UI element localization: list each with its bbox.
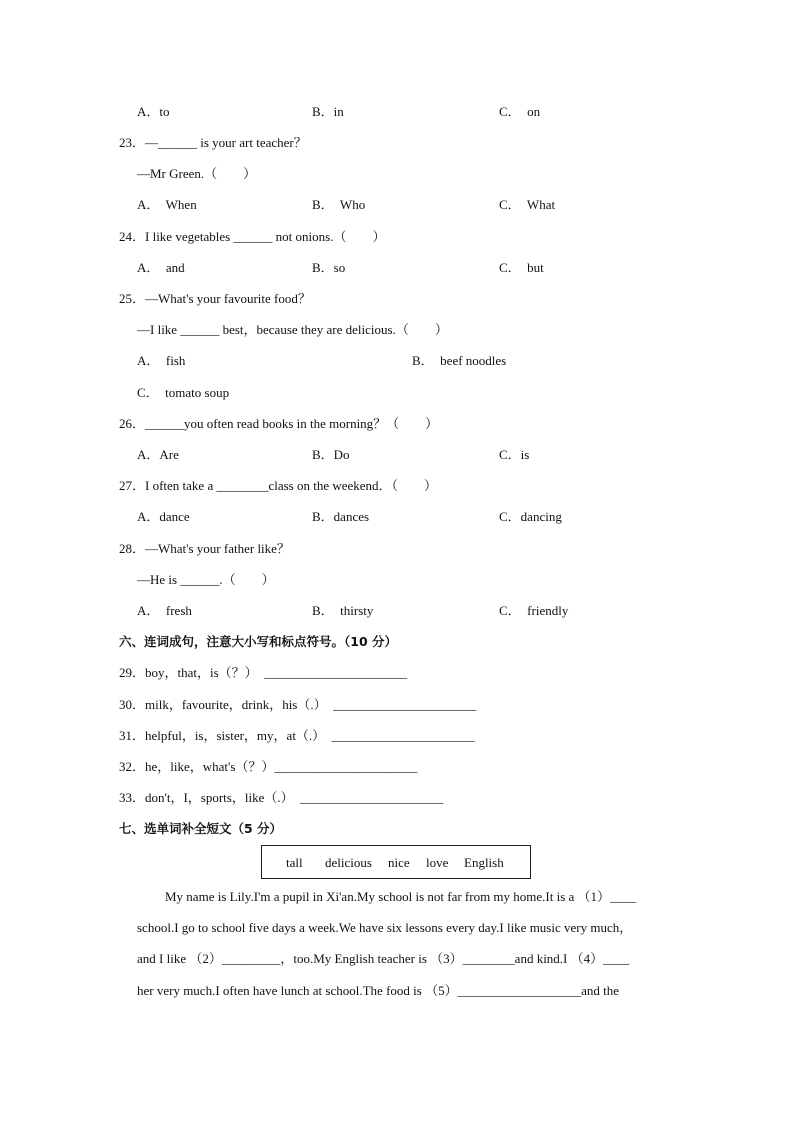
q23-option-b: B． Who <box>312 197 366 212</box>
q30-item: 30．milk，favourite，drink，his（.） ______________________ <box>119 697 477 712</box>
q25-option-b: B． beef noodles <box>412 353 507 368</box>
passage-line-3: and I like （2）_________，too.My English teacher is （3）________and kind.I （4）____ <box>137 951 630 966</box>
q24-option-a: A． and <box>137 260 185 275</box>
word-bank-item: delicious <box>325 855 372 870</box>
q25-stem: 25．—What's your favourite food？ <box>119 291 311 306</box>
q27-option-b: B．dances <box>312 509 370 524</box>
q32-item: 32．he，like，what's（？）______________________ <box>119 759 418 774</box>
q28-stem: 28．—What's your father like？ <box>119 541 290 556</box>
q25-answer-line: —I like ______ best，because they are delicious.（ ） <box>137 322 448 337</box>
q33-item: 33．don't，I，sports，like（.） ______________________ <box>119 790 444 805</box>
q22-option-a: A．to <box>137 104 170 119</box>
q27-option-c: C．dancing <box>499 509 562 524</box>
q23-stem: 23．—______ is your art teacher？ <box>119 135 307 150</box>
q22-option-b: B．in <box>312 104 344 119</box>
q25-option-a: A． fish <box>137 353 186 368</box>
q27-stem: 27．I often take a ________class on the weekend．（ ） <box>119 478 438 493</box>
word-bank-item: English <box>464 855 504 870</box>
word-bank-item: nice <box>388 855 410 870</box>
q25-option-c: C． tomato soup <box>137 385 230 400</box>
q31-item: 31．helpful，is，sister，my，at（.） ______________________ <box>119 728 475 743</box>
passage-line-4: her very much.I often have lunch at school.The food is （5）___________________and the <box>137 983 619 998</box>
word-bank-item: tall <box>286 855 303 870</box>
q26-option-c: C．is <box>499 447 530 462</box>
q29-item: 29．boy，that，is（？） ______________________ <box>119 665 408 680</box>
q24-option-c: C． but <box>499 260 544 275</box>
q23-option-c: C． What <box>499 197 556 212</box>
q28-option-a: A． fresh <box>137 603 192 618</box>
q22-option-c: C． on <box>499 104 541 119</box>
section-6-title: 六、连词成句，注意大小写和标点符号。（10 分） <box>119 634 397 649</box>
q28-option-b: B． thirsty <box>312 603 374 618</box>
q26-option-a: A．Are <box>137 447 179 462</box>
passage-line-1: My name is Lily.I'm a pupil in Xi'an.My school is not far from my home.It is a （1）____ <box>165 889 637 904</box>
passage-line-2: school.I go to school five days a week.We have six lessons every day.I like music very much， <box>137 920 633 935</box>
q26-stem: 26．______you often read books in the morning？（ ） <box>119 416 439 431</box>
q26-option-b: B．Do <box>312 447 350 462</box>
q23-option-a: A． When <box>137 197 197 212</box>
q23-answer-line: —Mr Green.（ ） <box>137 166 257 181</box>
q24-stem: 24．I like vegetables ______ not onions.（ ） <box>119 229 386 244</box>
q24-option-b: B．so <box>312 260 346 275</box>
section-7-title: 七、选单词补全短文（5 分） <box>119 821 283 836</box>
q27-option-a: A．dance <box>137 509 190 524</box>
word-bank-item: love <box>426 855 449 870</box>
word-bank-box <box>261 845 531 879</box>
q28-answer-line: —He is ______.（ ） <box>137 572 275 587</box>
q28-option-c: C． friendly <box>499 603 569 618</box>
